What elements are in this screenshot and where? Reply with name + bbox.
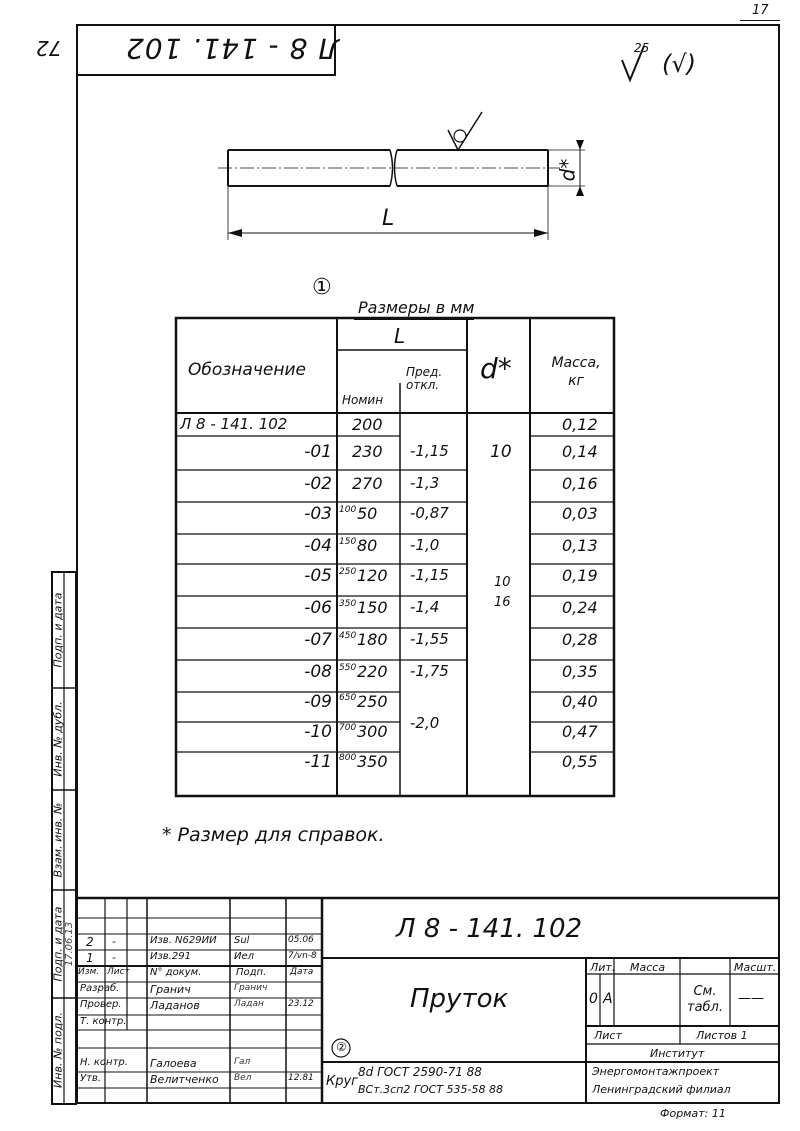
dim-length-label: L [382,206,395,231]
row-mass: 0,28 [562,630,598,649]
row-old-length: 650 [339,693,357,703]
person-signature: Ладан [234,999,264,1009]
row-designation: -02 [304,474,332,494]
rev-doc: Изв.291 [150,951,191,962]
row-diameter: 10 [490,442,512,462]
row-nominal: 270 [352,474,383,493]
rev-sign: Иел [234,951,255,962]
row-diameter: 10 [494,575,511,590]
row-deviation: -1,15 [410,442,449,460]
row-deviation: -1,75 [410,662,449,680]
rev-date: 05.06 [288,935,314,945]
org-line-2: Энергомонтажпроект [592,1065,720,1078]
title-code: Л 8 - 141. 102 [396,914,583,944]
row-mass: 0,14 [562,442,598,461]
row-deviation: -2,0 [410,714,440,732]
roughness-value: 25 [634,41,650,55]
lit-value-1: 0 [589,991,598,1007]
roughness-mark [618,40,738,90]
th-designation: Обозначение [188,360,306,380]
side-label-replace-inv: Взам. инв. № [51,802,65,878]
dim-diameter-label: d* [555,158,580,182]
th-nominal: Номин [342,393,384,407]
person-signature: Гранич [234,983,268,993]
rev-date: 7/vn-8 [288,951,317,961]
side-label-sign-date-2: Подп. и дата [51,906,65,982]
lit-label: Лит. [590,961,616,974]
rev-izm: 2 [86,935,94,949]
sheet-label: Лист [594,1029,622,1042]
mass-label: Масса [630,961,666,974]
row-designation: -11 [304,752,332,772]
sheets-label: Листов 1 [696,1029,748,1042]
title-part-name: Пруток [410,984,509,1014]
org-line-1: Институт [650,1047,705,1060]
rev-list: - [112,935,116,948]
material-line-2: ВСт.3сп2 ГОСТ 535-58 88 [358,1083,504,1096]
person-date: 12.81 [288,1073,314,1083]
person-name: Галоева [150,1057,197,1070]
page-number: 17 [752,3,769,18]
rev-header-doc: N° докум. [150,967,202,978]
sizes-caption: Размеры в мм [358,298,475,317]
row-designation: -03 [304,504,332,524]
scale-label: Масшт. [734,961,777,974]
row-mass: 0,19 [562,566,598,585]
row-designation: -06 [304,598,332,618]
row-nominal: 200 [352,415,383,434]
row-deviation: -0,87 [410,504,449,522]
row-designation: -07 [304,630,332,650]
rev-sign: Sul [234,935,250,946]
row-deviation: -1,3 [410,474,440,492]
row-designation: -09 [304,692,332,712]
row-mass: 0,55 [562,752,598,771]
row-nominal: 220 [357,662,388,681]
row-designation: -10 [304,722,332,742]
row-mass: 0,16 [562,474,598,493]
row-nominal: 250 [357,692,388,711]
row-old-length: 350 [339,599,357,609]
person-name: Ладанов [150,999,200,1012]
row-nominal: 300 [357,722,388,741]
rev-list: - [112,951,116,964]
row-mass: 0,12 [562,415,598,434]
row-designation: -08 [304,662,332,682]
row-mass: 0,40 [562,692,598,711]
rev-header-date: Дата [290,967,314,977]
row-old-length: 800 [339,753,357,763]
corner-code: 72 [36,36,62,60]
lit-value-2: А [603,991,613,1007]
side-handwritten-date: 17.06.13 [64,921,75,967]
person-name: Гранич [150,983,191,996]
row-mass: 0,47 [562,722,598,741]
org-line-3: Ленинградский филиал [592,1083,731,1096]
row-nominal: 180 [357,630,388,649]
row-old-length: 150 [339,537,357,547]
th-deviation: Пред. откл. [406,365,443,393]
th-mass: Масса, кг [551,355,601,389]
row-deviation: -1,0 [410,536,440,554]
roughness-general: (√) [662,50,697,78]
row-nominal: 350 [357,752,388,771]
th-length: L [394,324,406,348]
row-nominal: 230 [352,442,383,461]
person-signature: Вел [234,1073,252,1083]
view-marker: ① [312,275,332,300]
reference-note: * Размер для справок. [162,824,385,846]
rev-doc: Изв. N629ИИ [150,935,217,946]
row-designation: -04 [304,536,332,556]
person-role: Н. контр. [80,1057,128,1068]
row-deviation: -1,55 [410,630,449,648]
sizes-caption-underline [354,319,474,320]
row-nominal: 120 [357,566,388,585]
rev-header-sign: Подп. [236,967,267,978]
row-nominal: 150 [357,598,388,617]
row-nominal: 80 [357,536,378,555]
side-label-sign-date: Подп. и дата [51,592,65,668]
material-prefix: Круг [326,1074,359,1089]
person-signature: Гал [234,1057,251,1067]
row-mass: 0,03 [562,504,598,523]
th-diameter: d* [480,352,512,385]
row-diameter: 16 [494,595,511,610]
row-designation: -01 [304,442,332,462]
row-nominal: 50 [357,504,378,523]
person-role: Т. контр. [80,1016,127,1027]
row-old-length: 250 [339,567,357,577]
side-label-dup-inv: Инв. № дубл. [51,701,65,777]
person-date: 23.12 [288,999,314,1009]
row-mass: 0,24 [562,598,598,617]
row-deviation: -1,15 [410,566,449,584]
row-designation: Л 8 - 141. 102 [180,415,288,433]
person-role: Провер. [80,999,122,1010]
row-mass: 0,13 [562,536,598,555]
rev-izm: 1 [86,951,94,965]
format-label: Формат: 11 [660,1107,726,1120]
page-number-underline [740,20,780,21]
row-old-length: 700 [339,723,357,733]
title-circle-mark: ② [336,1040,347,1054]
row-designation: -05 [304,566,332,586]
material-line-1: 8d ГОСТ 2590-71 88 [358,1065,482,1079]
scale-value: —— [738,991,764,1006]
person-role: Утв. [80,1073,101,1084]
row-old-length: 450 [339,631,357,641]
person-role: Разраб. [80,983,120,994]
row-old-length: 550 [339,663,357,673]
top-stamp-code: Л 8 - 141. 102 [125,32,340,65]
row-mass: 0,35 [562,662,598,681]
row-old-length: 100 [339,505,357,515]
row-deviation: -1,4 [410,598,440,616]
rev-header-list: Лист [107,967,130,977]
rev-header-izm: Изм. [78,967,100,977]
mass-value: См. табл. [687,984,723,1015]
side-label-orig-inv: Инв. № подл. [51,1012,65,1088]
person-name: Велитченко [150,1073,219,1086]
